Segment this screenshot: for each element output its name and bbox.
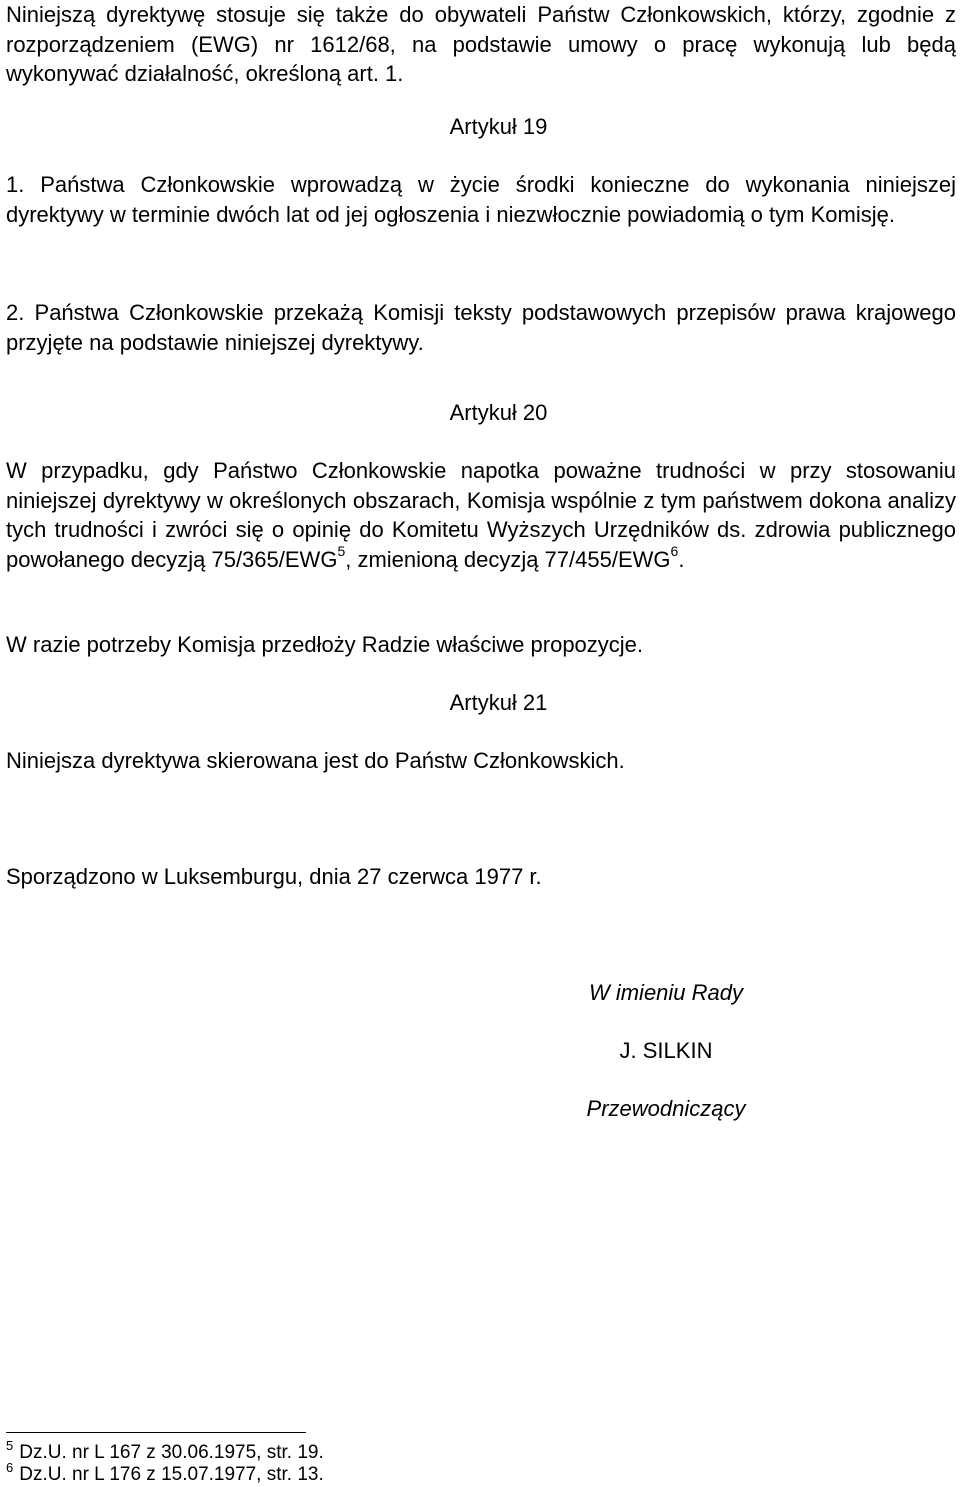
article-20-text-part-2: , zmienioną decyzją 77/455/EWG [345, 546, 671, 572]
on-behalf-of-council: W imieniu Rady [588, 980, 744, 1005]
article-20-paragraph-1 [6, 456, 956, 574]
footnote-ref-5: 5 [337, 543, 346, 560]
intro-paragraph: Niniejszą dyrektywę stosuje się także do obywateli Państw Członkowskich, którzy, zgodnie z rozporządzeniem (EWG) nr 1612/68, na podstawie umowy o pracę wykonują lub będą wykonywać działalność, określoną art. 1. [6, 2, 956, 86]
footnote-5-text: Dz.U. nr L 167 z 30.06.1975, str. 19. [19, 1442, 324, 1463]
article-21-heading: Artykuł 21 [449, 690, 548, 715]
article-20-heading: Artykuł 20 [449, 400, 548, 425]
article-21-paragraph: Niniejsza dyrektywa skierowana jest do Państw Członkowskich. [6, 748, 625, 773]
footnote-ref-6: 6 [670, 543, 679, 560]
place-and-date: Sporządzono w Luksemburgu, dnia 27 czerwca 1977 r. [6, 864, 542, 889]
footnote-separator [6, 1432, 306, 1433]
article-20-text-end: . [678, 546, 685, 572]
footnote-5 [6, 1438, 324, 1465]
footnote-5-mark: 5 [6, 1438, 14, 1453]
signatory-name: J. SILKIN [619, 1038, 713, 1063]
footnote-6-mark: 6 [6, 1460, 14, 1475]
article-19-heading: Artykuł 19 [449, 114, 548, 139]
article-19-paragraph-2: 2. Państwa Członkowskie przekażą Komisji teksty podstawowych przepisów prawa krajowego przyjęte na podstawie niniejszej dyrektywy. [6, 300, 956, 355]
article-20-paragraph-2: W razie potrzeby Komisja przedłoży Radzie właściwe propozycje. [6, 632, 644, 657]
footnote-6-text: Dz.U. nr L 176 z 15.07.1977, str. 13. [19, 1464, 324, 1485]
footnote-6 [6, 1460, 324, 1487]
article-20-text-part-1: W przypadku, gdy Państwo Członkowskie napotka poważne trudności w przy stosowaniu niniejszej dyrektywy w określonych obszarach, Komisja wspólnie z tym państwem dokona analizy tych trudności i zwróci się o opinię do Komitetu Wyższych Urzędników ds. zdrowia publicznego powołanego decyzją 75/365/EWG [6, 458, 956, 572]
signatory-role: Przewodniczący [586, 1096, 746, 1121]
article-19-paragraph-1: 1. Państwa Członkowskie wprowadzą w życie środki konieczne do wykonania niniejszej dyrektywy w terminie dwóch lat od jej ogłoszenia i niezwłocznie powiadomią o tym Komisję. [6, 172, 956, 227]
